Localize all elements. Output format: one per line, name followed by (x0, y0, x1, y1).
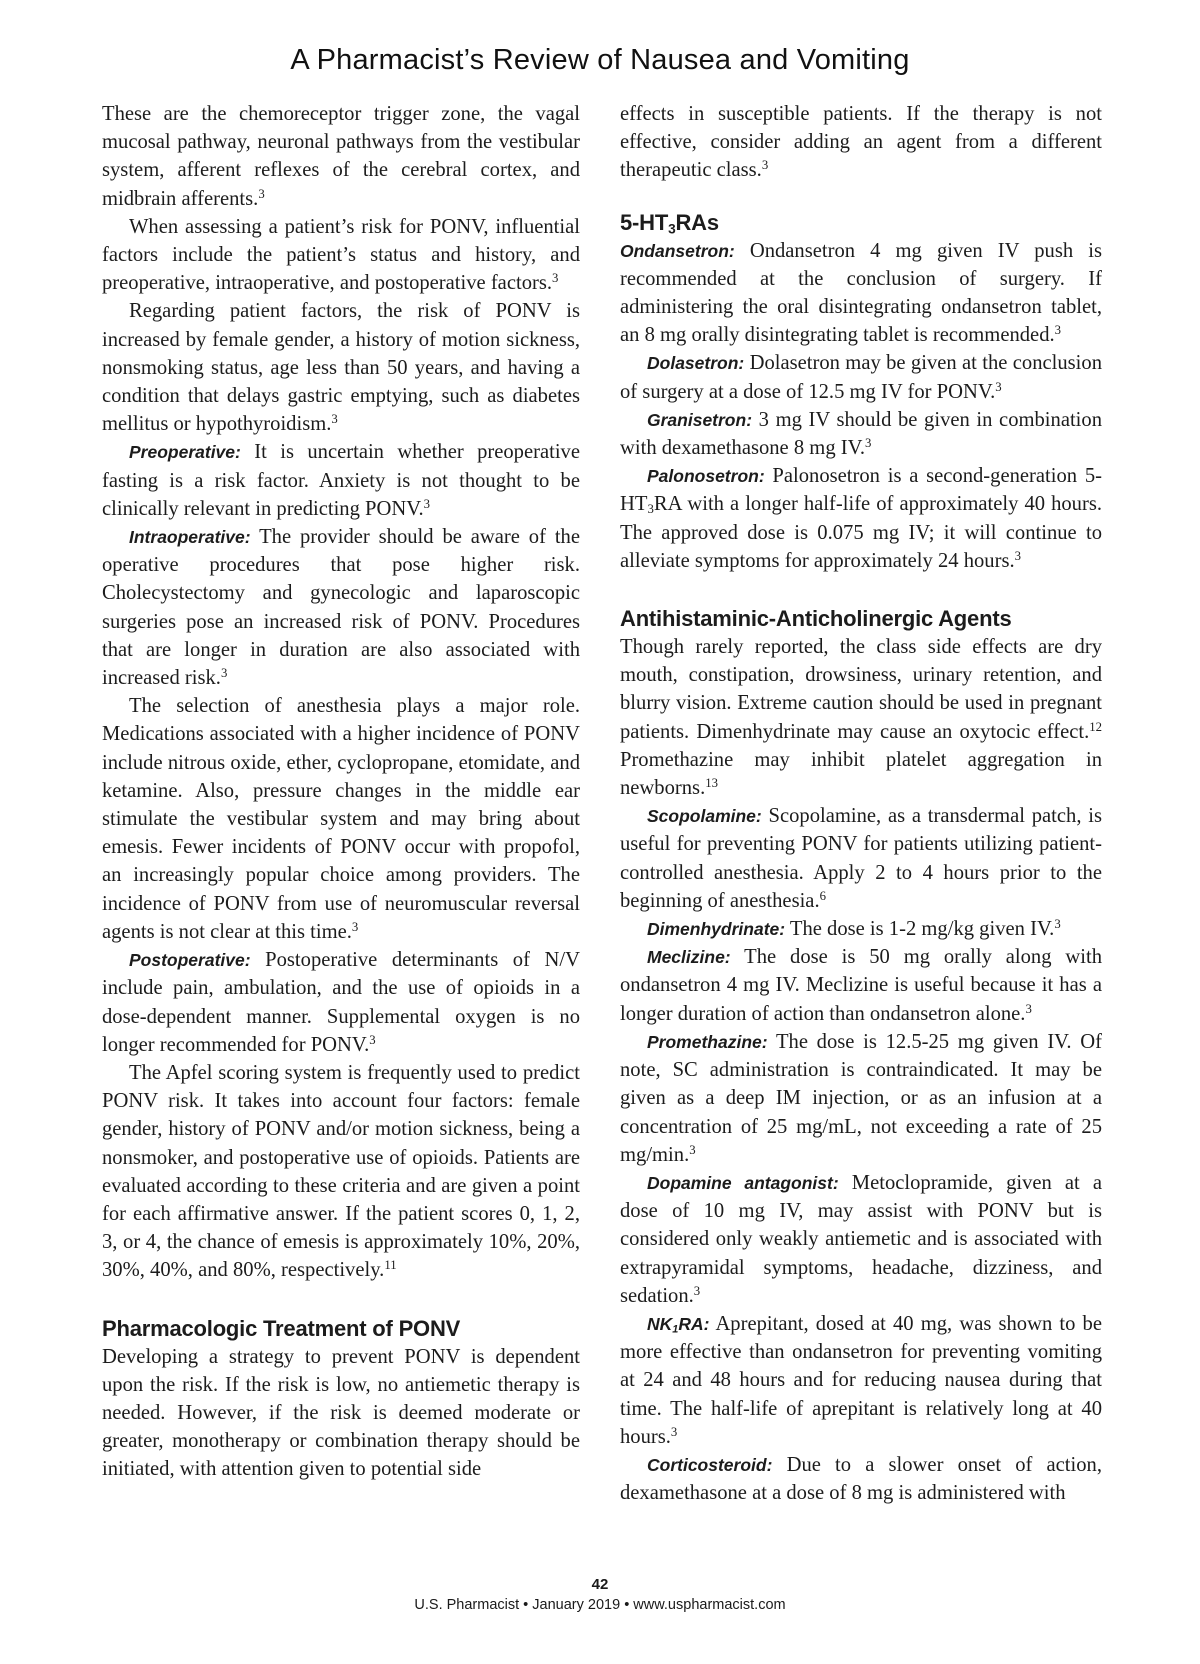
citation: 3 (220, 666, 228, 681)
citation: 3 (1054, 323, 1062, 338)
paragraph (620, 633, 1102, 802)
run-in-heading: Dopamine antagonist: (647, 1172, 839, 1193)
paragraph-text: Promethazine may inhibit platelet aggregation in newborns. (620, 748, 1102, 800)
paragraph-text: It is uncertain whether preoperative fasting is a risk factor. Anxiety is not thought to be clinically relevant in predicting PONV. (102, 441, 580, 520)
paragraph-text: Though rarely reported, the class side effects are dry mouth, constipation, drowsiness, urinary retention, and blurry vision. Extreme caution should be used in pregnant patients. Dimenhydrinate may cause an oxytocic effect. (620, 636, 1102, 743)
run-in-heading: Postoperative: (129, 950, 251, 971)
paragraph-text: The dose is 1-2 mg/kg given IV. (789, 918, 1055, 941)
paragraph-text: The selection of anesthesia plays a major role. Medications associated with a higher incidence of PONV include nitrous oxide, ether, cyclopropane, etomidate, and ketamine. Also, pressure changes in the middle ear stimulate the vestibular system and may bring about emesis. Fewer incidents of PONV occur with propofol, an increasingly popular choice among providers. The incidence of PONV from use of neuromuscular reversal agents is not clear at this time. (102, 695, 580, 943)
paragraph-text: Ondansetron 4 mg given IV push is recommended at the conclusion of surgery. If administering the oral disintegrating ondansetron tablet, an 8 mg orally disintegrating tablet is recommended. (620, 239, 1102, 347)
citation: 3 (995, 379, 1002, 394)
paragraph-scopolamine (620, 802, 1102, 915)
paragraph-dolasetron (620, 349, 1102, 405)
run-in-heading: Scopolamine: (647, 806, 762, 827)
paragraph (102, 1343, 580, 1484)
paragraph-text: When assessing a patient’s risk for PONV, influential factors include the patient’s status and history, and preoperative, intraoperative, and postoperative factors. (102, 215, 580, 295)
section-heading: $5-HT_3RAs$ (620, 209, 719, 237)
paragraph-text: Palonosetron is a second-generation 5-HT (620, 465, 1102, 516)
paragraph-dopamine-antagonist (620, 1169, 1102, 1310)
section-heading: Pharmacologic Treatment of PONV (102, 1315, 461, 1341)
run-in-heading: Promethazine: (647, 1031, 768, 1052)
paragraph-text: 3 mg IV should be given in combination with dexamethasone 8 mg IV. (620, 408, 1102, 460)
citation: 6 (819, 888, 826, 903)
citation: 3 (693, 1283, 701, 1298)
paragraph-text: RA with a longer half-life of approximately 40 hours. The approved dose is 0.075 mg IV; it will continue to alleviate symptoms for approximately 24 hours. (620, 493, 1102, 572)
paragraph-text: Aprepitant, dosed at 40 mg, was shown to be more effective than ondansetron for preventing vomiting at 24 and 48 hours and for reducing nausea during that time. The half-life of aprepitant is relatively long at 40 hours. (620, 1312, 1102, 1448)
run-in-heading: Palonosetron: (647, 466, 765, 487)
citation: 3 (258, 186, 265, 201)
citation: 13 (705, 776, 718, 791)
paragraph-granisetron (620, 406, 1102, 462)
citation: 3 (552, 271, 559, 286)
run-in-heading: $NK_1RA$: (647, 1313, 710, 1336)
citation: 3 (1025, 1001, 1032, 1016)
paragraph-promethazine (620, 1028, 1102, 1169)
run-in-heading: Granisetron: (647, 409, 753, 430)
paragraph (102, 692, 580, 946)
publication-line: U.S. Pharmacist • January 2019 • www.uspharmacist.com (414, 1597, 786, 1613)
citation: 3 (423, 496, 430, 511)
paragraph-text: These are the chemoreceptor trigger zone, the vagal mucosal pathway, neuronal pathways from the vestibular system, afferent reflexes of the cerebral cortex, and midbrain afferents. (102, 103, 580, 210)
paragraph-text: effects in susceptible patients. If the therapy is not effective, consider adding an agent from a different therapeutic class. (620, 103, 1102, 182)
paragraph-postoperative (102, 946, 580, 1059)
citation: 12 (1089, 719, 1102, 734)
paragraph-text: The Apfel scoring system is frequently used to predict PONV risk. It takes into account four factors: female gender, history of PONV and/or motion sickness, being a nonsmoker, and postoperative use of opioids. Patients are evaluated according to these criteria and are given a point for each affirmative answer. If the patient scores 0, 1, 2, 3, or 4, the chance of emesis is approximately 10%, 20%, 30%, 40%, and 80%, respectively. (102, 1061, 580, 1282)
paragraph-text: Postoperative determinants of N/V include pain, ambulation, and the use of opioids in a dose-dependent manner. Supplemental oxygen is no longer recommended for PONV. (102, 949, 580, 1056)
paragraph-text: Developing a strategy to prevent PONV is dependent upon the risk. If the risk is low, no antiemetic therapy is needed. However, if the risk is deemed moderate or greater, monotherapy or combination therapy should be initiated, with attention given to potential side (102, 1345, 580, 1481)
paragraph-palonosetron: Palonosetron: Palonosetron is a second-generation $5-HT_3RA$ with a longer half-life of approximately 40 hours. The approved dose is 0.075 mg IV; it will continue to alleviate symptoms for approximately 24 hours.$^3$ (620, 465, 1102, 572)
run-in-heading: Preoperative: (129, 442, 241, 463)
run-in-heading: Dimenhydrinate: (647, 919, 786, 940)
paragraph-text: The dose is 50 mg orally along with ondansetron 4 mg IV. Meclizine is useful because it has a longer duration of action than ondansetron alone. (620, 946, 1102, 1025)
paragraph (102, 297, 580, 438)
citation: 3 (761, 158, 769, 173)
paragraph-text: Dolasetron may be given at the conclusion of surgery at a dose of 12.5 mg IV for PONV. (620, 352, 1102, 403)
run-in-heading: Ondansetron: (620, 240, 735, 261)
paragraph-text: Scopolamine, as a transdermal patch, is useful for preventing PONV for patients utilizing patient-controlled anesthesia. Apply 2 to 4 hours prior to the beginning of anesthesia. (620, 805, 1102, 912)
section-heading: Antihistaminic-Anticholinergic Agents (620, 606, 1012, 632)
citation: 3 (331, 412, 338, 427)
left-column (102, 100, 580, 1484)
page-footer (0, 1575, 1200, 1615)
citation: 3 (864, 436, 872, 451)
citation: 3 (351, 919, 359, 934)
run-in-heading: Meclizine: (647, 947, 731, 968)
citation: 3 (689, 1142, 696, 1157)
citation: 3 (1054, 917, 1061, 932)
citation: 3 (369, 1032, 376, 1047)
citation: 3 (670, 1424, 678, 1439)
citation: 3 (1014, 548, 1022, 563)
paragraph-ondansetron (620, 237, 1102, 350)
paragraph-meclizine (620, 943, 1102, 1028)
run-in-heading: Corticosteroid: (647, 1454, 773, 1475)
paragraph (620, 100, 1102, 185)
paragraph-corticosteroid (620, 1451, 1102, 1507)
paragraph-preoperative (102, 438, 580, 523)
paragraph-intraoperative (102, 523, 580, 692)
right-column (620, 100, 1102, 1507)
paragraph (102, 1059, 580, 1285)
paragraph-nk1ra (620, 1310, 1102, 1451)
paragraph-dimenhydrinate (620, 915, 1102, 943)
running-header: A Pharmacist’s Review of Nausea and Vomiting (290, 44, 910, 76)
citation: 11 (384, 1258, 397, 1273)
paragraph-text: Regarding patient factors, the risk of PONV is increased by female gender, a history of motion sickness, nonsmoking status, age less than 50 years, and having a condition that delays gastric emptying, such as diabetes mellitus or hypothyroidism. (102, 300, 580, 436)
paragraph-text: The dose is 12.5-25 mg given IV. Of note, SC administration is contraindicated. It may be given as a deep IM injection, or as an infusion at a concentration of 25 mg/mL, not exceeding a rate of 25 mg/min. (620, 1030, 1102, 1166)
paragraph-text: The provider should be aware of the operative procedures that pose higher risk. Cholecystectomy and gynecologic and laparoscopic surgeries pose an increased risk of PONV. Procedures that are longer in duration are also associated with increased risk. (102, 526, 580, 690)
run-in-heading: Dolasetron: (647, 353, 745, 374)
paragraph-text: Due to a slower onset of action, dexamethasone at a dose of 8 mg is administered with (620, 1453, 1102, 1505)
run-in-heading: Intraoperative: (129, 527, 251, 548)
paragraph (102, 213, 580, 298)
paragraph-text: Metoclopramide, given at a dose of 10 mg IV, may assist with PONV but is considered only weakly antiemetic and is associated with extrapyramidal symptoms, headache, dizziness, and sedation. (620, 1171, 1102, 1307)
paragraph (102, 100, 580, 213)
page-number: 42 (591, 1576, 609, 1593)
